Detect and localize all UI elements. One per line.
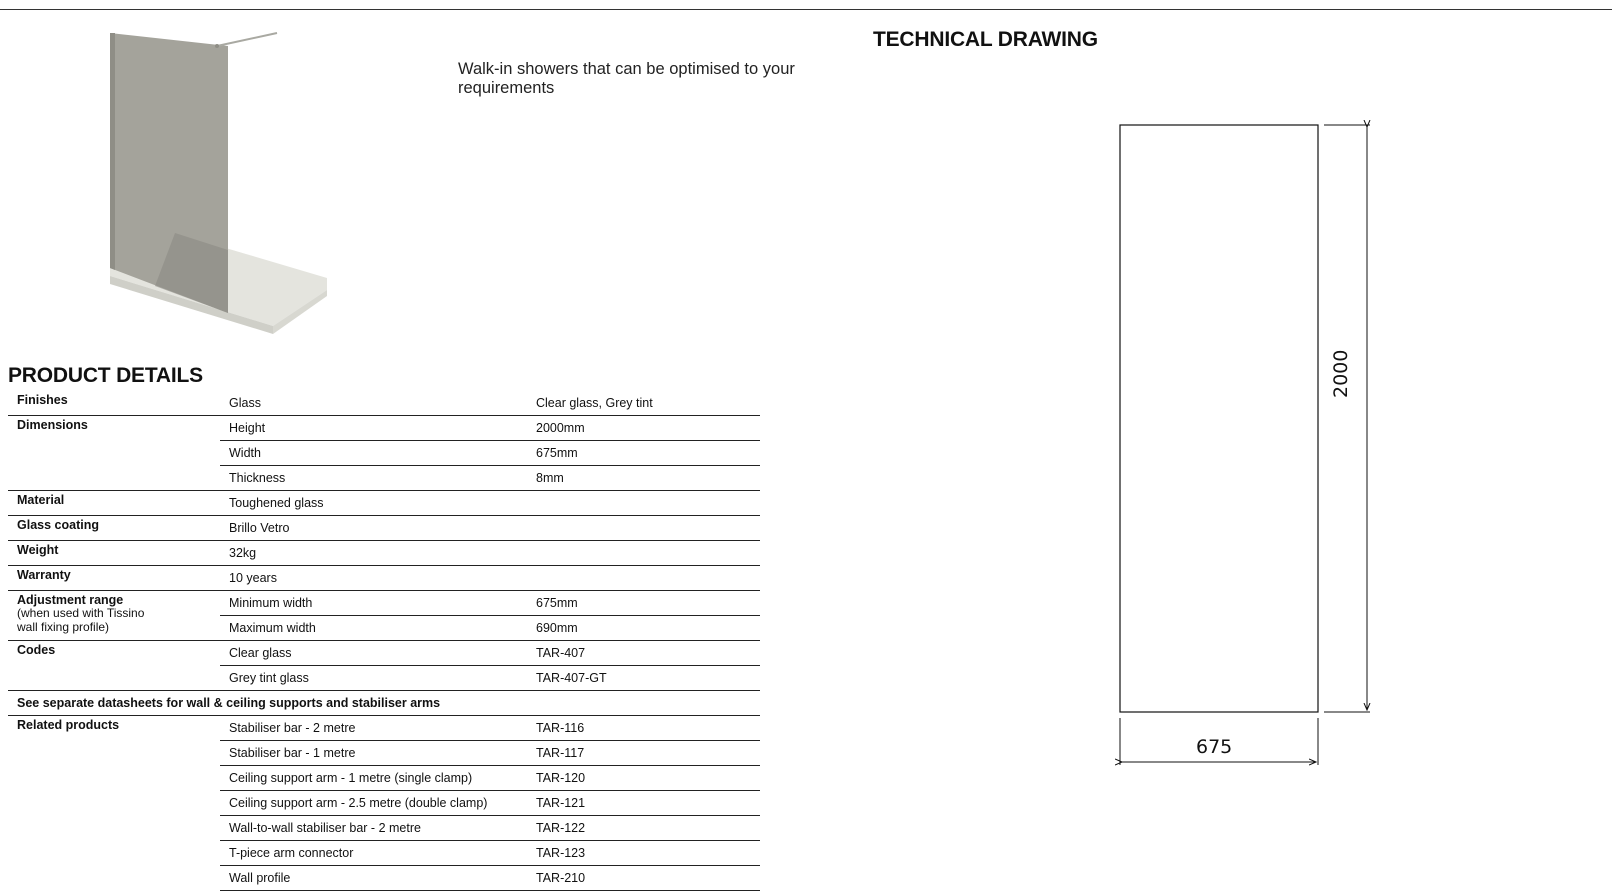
codes-group — [8, 641, 760, 691]
material-group — [8, 491, 760, 516]
dimensions-group — [8, 416, 760, 491]
table-row — [220, 416, 760, 441]
table-row — [220, 566, 760, 590]
related-product-name: Wall-to-wall stabiliser bar - 2 metre — [229, 821, 421, 835]
technical-drawing-title: TECHNICAL DRAWING — [873, 28, 1098, 51]
shower-panel-image — [95, 28, 335, 338]
product-details-table — [8, 391, 760, 891]
dimension-key: Thickness — [229, 471, 286, 485]
code-value: TAR-407 — [536, 646, 586, 660]
dimension-value: 2000mm — [536, 421, 585, 435]
width-dimension-label: 675 — [1196, 736, 1233, 758]
adjustment-key: Maximum width — [229, 621, 316, 635]
table-row — [220, 641, 760, 666]
related-product-code: TAR-121 — [536, 796, 586, 810]
finishes-value: Clear glass, Grey tint — [536, 396, 653, 410]
table-row — [220, 591, 760, 616]
table-row — [220, 866, 760, 891]
table-row — [220, 491, 760, 515]
related-product-name: T-piece arm connector — [229, 846, 354, 860]
table-row — [220, 516, 760, 540]
glass-coating-value: Brillo Vetro — [229, 521, 290, 535]
related-product-code: TAR-210 — [536, 871, 586, 885]
related-product-code: TAR-120 — [536, 771, 586, 785]
table-row — [220, 441, 760, 466]
related-product-name: Stabiliser bar - 2 metre — [229, 721, 356, 735]
top-rule — [0, 9, 1612, 10]
related-product-name: Wall profile — [229, 871, 291, 885]
code-key: Clear glass — [229, 646, 292, 660]
table-row — [220, 816, 760, 841]
code-key: Grey tint glass — [229, 671, 309, 685]
dimension-key: Width — [229, 446, 261, 460]
dimensions-label: Dimensions — [17, 418, 88, 432]
table-row — [220, 741, 760, 766]
adjustment-range-group — [8, 591, 760, 641]
related-product-code: TAR-117 — [536, 746, 585, 760]
related-product-name: Ceiling support arm - 1 metre (single clamp) — [229, 771, 473, 785]
finishes-group — [8, 391, 760, 416]
table-row — [220, 791, 760, 816]
material-label: Material — [17, 493, 65, 507]
table-row — [220, 766, 760, 791]
height-dimension-label: 2000 — [1330, 349, 1352, 398]
adjustment-value: 690mm — [536, 621, 578, 635]
dimension-key: Height — [229, 421, 266, 435]
finishes-key: Glass — [229, 396, 261, 410]
adjustment-value: 675mm — [536, 596, 578, 610]
weight-value: 32kg — [229, 546, 257, 560]
adjustment-key: Minimum width — [229, 596, 313, 610]
product-tagline: Walk-in showers that can be optimised to your requirements — [458, 60, 795, 97]
warranty-label: Warranty — [17, 568, 71, 582]
table-row — [220, 616, 760, 640]
related-products-group — [8, 716, 760, 891]
table-row — [220, 716, 760, 741]
datasheets-note: See separate datasheets for wall & ceiling supports and stabiliser arms — [8, 691, 760, 716]
table-row — [220, 841, 760, 866]
panel-outline — [1120, 125, 1318, 712]
warranty-group — [8, 566, 760, 591]
finishes-label: Finishes — [17, 393, 68, 407]
related-product-name: Ceiling support arm - 2.5 metre (double clamp) — [229, 796, 488, 810]
related-product-code: TAR-122 — [536, 821, 586, 835]
weight-group — [8, 541, 760, 566]
table-row — [220, 666, 760, 690]
related-product-name: Stabiliser bar - 1 metre — [229, 746, 356, 760]
code-value: TAR-407-GT — [536, 671, 607, 685]
table-row — [220, 541, 760, 565]
product-details-title: PRODUCT DETAILS — [8, 364, 203, 387]
weight-label: Weight — [17, 543, 59, 557]
adjustment-range-label — [17, 593, 217, 634]
glass-coating-group — [8, 516, 760, 541]
material-value: Toughened glass — [229, 496, 324, 510]
adjustment-range-title: Adjustment range — [17, 593, 124, 607]
related-product-code: TAR-116 — [536, 721, 585, 735]
dimension-value: 8mm — [536, 471, 564, 485]
codes-label: Codes — [17, 643, 56, 657]
related-product-code: TAR-123 — [536, 846, 586, 860]
glass-coating-label: Glass coating — [17, 518, 99, 532]
adjustment-range-note: (when used with Tissino wall fixing profile) — [17, 606, 145, 634]
dimension-value: 675mm — [536, 446, 578, 460]
table-row — [220, 391, 760, 415]
related-products-label: Related products — [17, 718, 120, 732]
table-row — [220, 466, 760, 490]
technical-drawing — [1100, 115, 1380, 775]
warranty-value: 10 years — [229, 571, 277, 585]
